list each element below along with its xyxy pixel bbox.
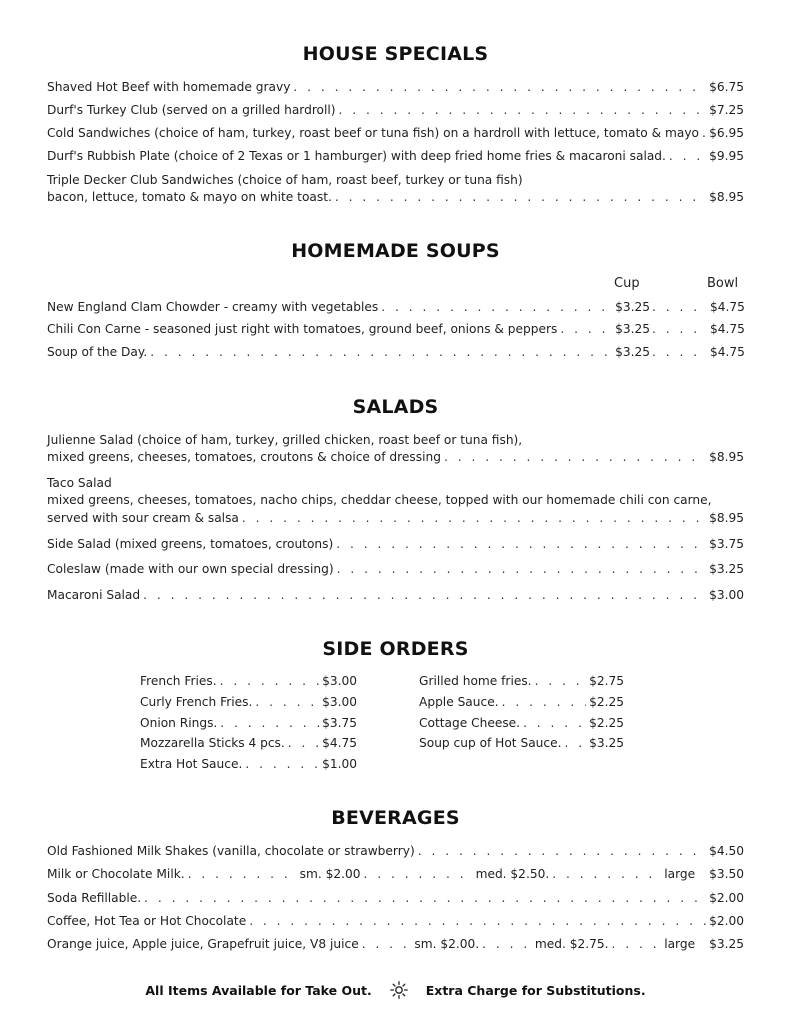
- item-name: Coleslaw (made with our own special dressing): [47, 562, 334, 576]
- dot-leader: [242, 510, 706, 527]
- cup-price: $3.25: [615, 322, 650, 336]
- dot-leader: [552, 866, 661, 883]
- dot-leader: [255, 694, 319, 711]
- bowl-price: $4.75: [710, 300, 745, 314]
- item-price: $3.75: [709, 537, 744, 551]
- substitution-note: Extra Charge for Substitutions.: [425, 982, 646, 998]
- side-item: [419, 715, 624, 732]
- large-price: $3.25: [709, 937, 744, 951]
- item-price: $8.95: [709, 450, 744, 464]
- side-item: [140, 694, 357, 711]
- dot-leader: [249, 913, 706, 930]
- item-price: $8.95: [709, 511, 744, 525]
- side-item: [419, 735, 624, 752]
- sun-icon: [390, 981, 408, 999]
- item-name: Old Fashioned Milk Shakes (vanilla, chocolate or strawberry): [47, 844, 415, 858]
- dot-leader: [669, 148, 706, 165]
- item-name: Soup cup of Hot Sauce.: [419, 736, 562, 750]
- dot-leader: [245, 756, 319, 773]
- item-price: $4.75: [322, 736, 357, 750]
- menu-item: [47, 843, 744, 860]
- side-orders-heading: SIDE ORDERS: [322, 638, 469, 660]
- large-price: $3.50: [709, 867, 745, 881]
- side-item: [419, 694, 624, 711]
- item-name: Apple Sauce.: [419, 695, 499, 709]
- item-name: Durf's Rubbish Plate (choice of 2 Texas or 1 hamburger) with deep fried home fries & macaroni salad.: [47, 149, 666, 163]
- dot-leader: [560, 321, 612, 338]
- item-name: Curly French Fries.: [140, 695, 253, 709]
- cup-price: $3.25: [615, 300, 650, 314]
- item-name: Grilled home fries.: [419, 674, 532, 688]
- dot-leader: [335, 189, 706, 206]
- dot-leader: [652, 344, 708, 361]
- soup-item: [47, 344, 744, 361]
- dot-leader: [288, 735, 319, 752]
- menu-item: [47, 449, 744, 466]
- item-name: Mozzarella Sticks 4 pcs.: [140, 736, 285, 750]
- item-price: $3.00: [709, 588, 744, 602]
- item-name: Soup of the Day.: [47, 345, 148, 359]
- item-name: Cottage Cheese.: [419, 716, 521, 730]
- item-price: $1.00: [322, 757, 357, 771]
- item-name: Onion Rings.: [140, 716, 218, 730]
- menu-item: [47, 913, 744, 930]
- item-price: $8.95: [709, 190, 744, 204]
- soup-item: [47, 299, 744, 316]
- dot-leader: [523, 715, 586, 732]
- item-price: $9.95: [709, 149, 744, 163]
- item-name: New England Clam Chowder - creamy with vegetables: [47, 300, 379, 314]
- dot-leader: [362, 936, 412, 953]
- house-specials-heading: HOUSE SPECIALS: [302, 43, 489, 65]
- soups-heading: HOMEMADE SOUPS: [291, 240, 500, 262]
- dot-leader: [337, 561, 707, 578]
- side-item: [140, 673, 357, 690]
- large-label: large: [664, 867, 696, 881]
- item-name: French Fries.: [140, 674, 217, 688]
- item-name: Extra Hot Sauce.: [140, 757, 243, 771]
- side-item: [419, 673, 624, 690]
- soup-item: [47, 321, 744, 338]
- item-price: $6.95: [709, 126, 744, 140]
- menu-item: [47, 890, 744, 907]
- item-price: $2.00: [709, 891, 744, 905]
- medium-price: med. $2.75.: [534, 937, 609, 951]
- small-price: sm. $2.00: [299, 867, 361, 881]
- medium-price: med. $2.50.: [475, 867, 550, 881]
- bowl-price: $4.75: [710, 322, 745, 336]
- item-name: served with sour cream & salsa: [47, 511, 239, 525]
- item-name: Shaved Hot Beef with homemade gravy: [47, 80, 291, 94]
- dot-leader: [144, 890, 706, 907]
- item-name: Coffee, Hot Tea or Hot Chocolate: [47, 914, 247, 928]
- dot-leader: [188, 866, 297, 883]
- dot-leader: [564, 735, 586, 752]
- dot-leader: [293, 79, 706, 96]
- menu-item: [47, 148, 744, 165]
- small-price: sm. $2.00.: [414, 937, 480, 951]
- beverages-heading: BEVERAGES: [331, 807, 460, 829]
- menu-item: [47, 189, 744, 206]
- item-price: $3.75: [322, 716, 357, 730]
- side-item: [140, 756, 357, 773]
- dot-leader: [652, 299, 708, 316]
- dot-leader: [652, 321, 708, 338]
- dot-leader: [702, 125, 706, 142]
- item-price: $2.00: [709, 914, 744, 928]
- item-price: $3.00: [322, 695, 357, 709]
- item-price: $6.75: [709, 80, 744, 94]
- menu-item: [47, 587, 744, 604]
- dot-leader: [502, 694, 587, 711]
- item-name-line: Taco Salad: [47, 476, 112, 490]
- menu-item: [47, 536, 744, 553]
- item-name: bacon, lettuce, tomato & mayo on white toast.: [47, 190, 332, 204]
- beverage-sized-item: [47, 936, 744, 953]
- item-price: $2.25: [589, 695, 624, 709]
- footer: [0, 981, 791, 999]
- item-name: mixed greens, cheeses, tomatoes, croutons & choice of dressing: [47, 450, 441, 464]
- item-price: $4.50: [709, 844, 744, 858]
- dot-leader: [220, 715, 319, 732]
- dot-leader: [381, 299, 612, 316]
- dot-leader: [143, 587, 706, 604]
- dot-leader: [482, 936, 532, 953]
- item-name: Orange juice, Apple juice, Grapefruit juice, V8 juice: [47, 937, 359, 951]
- item-name: Chili Con Carne - seasoned just right with tomatoes, ground beef, onions & peppers: [47, 322, 558, 336]
- dot-leader: [418, 843, 706, 860]
- item-price: $3.00: [322, 674, 357, 688]
- item-name: Milk or Chocolate Milk.: [47, 867, 185, 881]
- item-price: $3.25: [709, 562, 744, 576]
- dot-leader: [535, 673, 587, 690]
- bowl-column-label: Bowl: [707, 276, 739, 291]
- dot-leader: [444, 449, 706, 466]
- cup-column-label: Cup: [614, 276, 640, 291]
- side-item: [140, 735, 357, 752]
- menu-item: [47, 79, 744, 96]
- dot-leader: [611, 936, 661, 953]
- item-price: $7.25: [709, 103, 744, 117]
- item-name: Soda Refillable.: [47, 891, 142, 905]
- cup-price: $3.25: [615, 345, 650, 359]
- item-name-line: mixed greens, cheeses, tomatoes, nacho chips, cheddar cheese, topped with our homemade chili con carne,: [47, 493, 712, 507]
- item-price: $2.25: [589, 716, 624, 730]
- dot-leader: [364, 866, 473, 883]
- dot-leader: [150, 344, 612, 361]
- menu-item: [47, 125, 744, 142]
- dot-leader: [220, 673, 319, 690]
- menu-item: [47, 102, 744, 119]
- item-name-line: Triple Decker Club Sandwiches (choice of ham, roast beef, turkey or tuna fish): [47, 173, 523, 187]
- item-name-line: Julienne Salad (choice of ham, turkey, grilled chicken, roast beef or tuna fish),: [47, 433, 523, 447]
- dot-leader: [339, 102, 707, 119]
- item-price: $3.25: [589, 736, 624, 750]
- take-out-note: All Items Available for Take Out.: [145, 982, 372, 998]
- beverage-sized-item: [47, 866, 744, 883]
- bowl-price: $4.75: [710, 345, 745, 359]
- menu-item: [47, 510, 744, 527]
- item-price: $2.75: [589, 674, 624, 688]
- item-name: Side Salad (mixed greens, tomatoes, croutons): [47, 537, 334, 551]
- salads-heading: SALADS: [352, 396, 439, 418]
- item-name: Durf's Turkey Club (served on a grilled hardroll): [47, 103, 336, 117]
- dot-leader: [336, 536, 706, 553]
- menu-item: [47, 561, 744, 578]
- side-item: [140, 715, 357, 732]
- item-name: Macaroni Salad: [47, 588, 141, 602]
- large-label: large: [664, 937, 696, 951]
- item-name: Cold Sandwiches (choice of ham, turkey, roast beef or tuna fish) on a hardroll with lettuce, tomato & mayo: [47, 126, 699, 140]
